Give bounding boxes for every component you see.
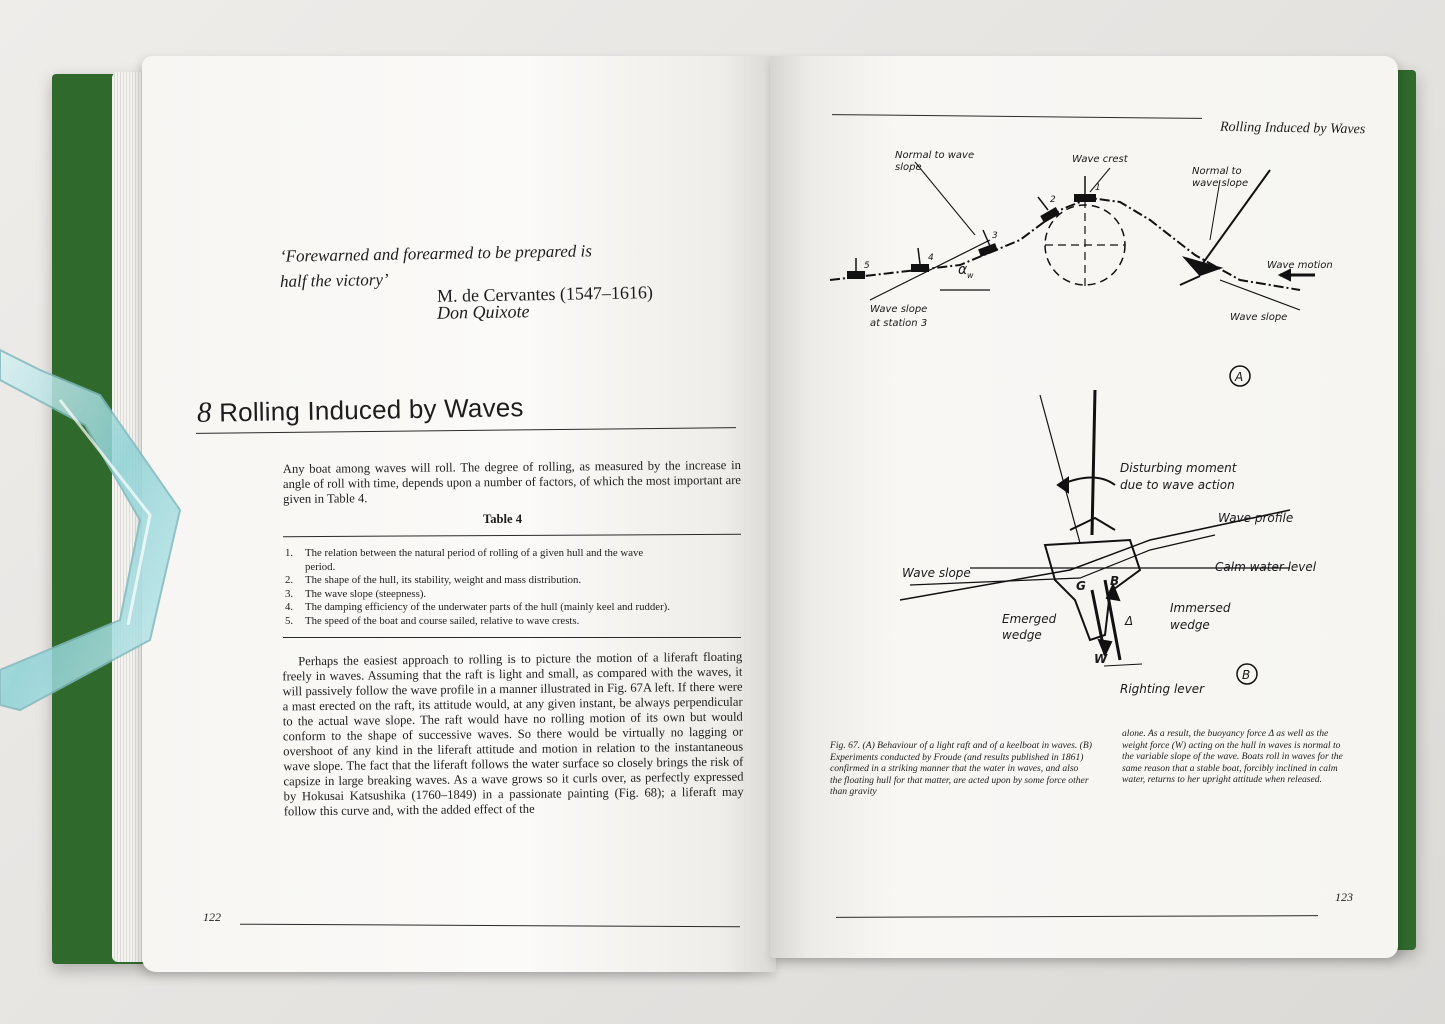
table-item: 2. The shape of the hull, its stability, weight and mass distribution. <box>285 574 582 587</box>
main-paragraph: Perhaps the easiest approach to rolling is to picture the motion of a liferaft floating freely in waves. Assuming that the raft is light and small, as compared with the waves, it will passively follow the wave profile in a manner illustrated in Fig. 67A left. If there were a mast erected on the raft, its attitude would, at any given instant, be always perpendicular to the actual wave slope. The raft would have no rolling motion of its own but would conform to the shape of successive waves. So there would be virtually no lagging or overshoot of any kind in the liferaft attitude and motion in relation to the instantaneous wave slope. The fact that the liferaft follows the water surface so closely brings the risk of capsize in large breaking waves. As a wave grows so it curls over, as perfectly expressed by Hokusai Katsushika (1760–1849) in a passionate painting (Fig. 68); a liferaft may follow this curve and, with the added effect of the <box>282 649 744 819</box>
label-righting-lever: Righting lever <box>1120 682 1205 696</box>
chapter-title-part2: Waves <box>443 392 524 424</box>
station-5: 5 <box>864 261 870 271</box>
label-emerged-wedge: Emerged <box>1002 612 1057 626</box>
chapter-heading <box>197 391 524 430</box>
chapter-title-part1: Rolling Induced by <box>218 393 437 428</box>
label-b: B <box>1110 574 1120 588</box>
label-delta: Δ <box>1125 614 1134 628</box>
figure-caption-col1: Fig. 67. (A) Behaviour of a light raft and of a keelboat in waves. (B) Experiments conducted by Froude (and results published in 1861) confirmed in a striking manner that the water in waves, and also the floating hull for that matter, are acted upon by some force other than gravity <box>830 740 1092 798</box>
svg-text:due to wave action: due to wave action <box>1120 478 1235 492</box>
table-title: Table 4 <box>483 512 523 526</box>
label-normal-to-wave-slope: Normal to wave <box>895 150 975 161</box>
station-4: 4 <box>928 253 934 263</box>
figure-67-diagram <box>820 140 1360 700</box>
epigraph-work: Don Quixote <box>436 301 530 323</box>
label-alpha-sub: w <box>967 271 974 280</box>
chapter-number: 8 <box>196 396 212 429</box>
label-g: G <box>1076 579 1086 593</box>
intro-paragraph: Any boat among waves will roll. The degree of rolling, as measured by the increase in angle of roll with time, depends upon a number of factors, of which the most important are given in Table 4. <box>282 458 742 506</box>
label-normal-right: Normal to <box>1192 166 1242 177</box>
diagram-b <box>900 390 1290 684</box>
table-item: 5. The speed of the boat and course sailed, relative to wave crests. <box>285 614 580 627</box>
table-list <box>285 547 755 629</box>
label-w: W <box>1094 652 1108 666</box>
running-header: Rolling Induced by Waves <box>1219 119 1366 138</box>
diagram-b-labels <box>902 461 1317 696</box>
label-wave-crest: Wave crest <box>1072 154 1128 165</box>
epigraph-author: M. de Cervantes (1547–1616) <box>436 282 654 306</box>
table-item: period. <box>305 560 336 573</box>
figure-label-a: A <box>1235 370 1244 384</box>
table-item: 1. The relation between the natural period of rolling of a given hull and the wave <box>285 547 644 559</box>
label-immersed-wedge: Immersed <box>1170 601 1231 615</box>
label-disturbing-moment: Disturbing moment <box>1120 461 1237 475</box>
label-wave-profile: Wave profile <box>1218 511 1294 525</box>
diagram-a <box>830 162 1315 386</box>
table-rule-bottom <box>283 637 741 638</box>
figure-caption-col2: alone. As a result, the buoyancy force Δ as well as the weight force (W) acting on the hull in waves is normal to the variable slope of the wave. Boats roll in waves for the same reason that a stable boat, forcibly inclined in calm water, returns to her upright attitude when released. <box>1122 728 1343 786</box>
svg-text:at station 3: at station 3 <box>870 318 928 329</box>
svg-text:wave slope: wave slope <box>1192 178 1249 189</box>
label-wave-slope-a: Wave slope <box>1230 312 1288 323</box>
left-page <box>142 56 776 972</box>
station-1: 1 <box>1095 183 1101 193</box>
svg-text:wedge: wedge <box>1170 618 1210 632</box>
station-2: 2 <box>1050 195 1056 205</box>
epigraph-line-1: ‘Forewarned and forearmed to be prepared is <box>279 241 593 266</box>
figure-label-b: B <box>1242 668 1251 682</box>
label-wave-motion: Wave motion <box>1267 260 1333 271</box>
station-3: 3 <box>992 231 998 241</box>
table-item: 4. The damping efficiency of the underwater parts of the hull (mainly keel and rudder). <box>285 601 670 614</box>
label-calm-water: Calm water level <box>1215 560 1317 574</box>
label-alpha: α <box>958 262 968 278</box>
glass-prism <box>0 340 190 720</box>
epigraph-line-2: half the victory’ <box>279 270 389 291</box>
label-wave-slope-station: Wave slope <box>870 304 928 315</box>
label-wave-slope-b: Wave slope <box>902 566 971 580</box>
page-number-left: 122 <box>203 910 221 924</box>
svg-text:wedge: wedge <box>1002 628 1042 642</box>
page-number-right: 123 <box>1335 890 1353 904</box>
svg-text:slope: slope <box>895 162 922 173</box>
table-item: 3. The wave slope (steepness). <box>285 587 427 600</box>
